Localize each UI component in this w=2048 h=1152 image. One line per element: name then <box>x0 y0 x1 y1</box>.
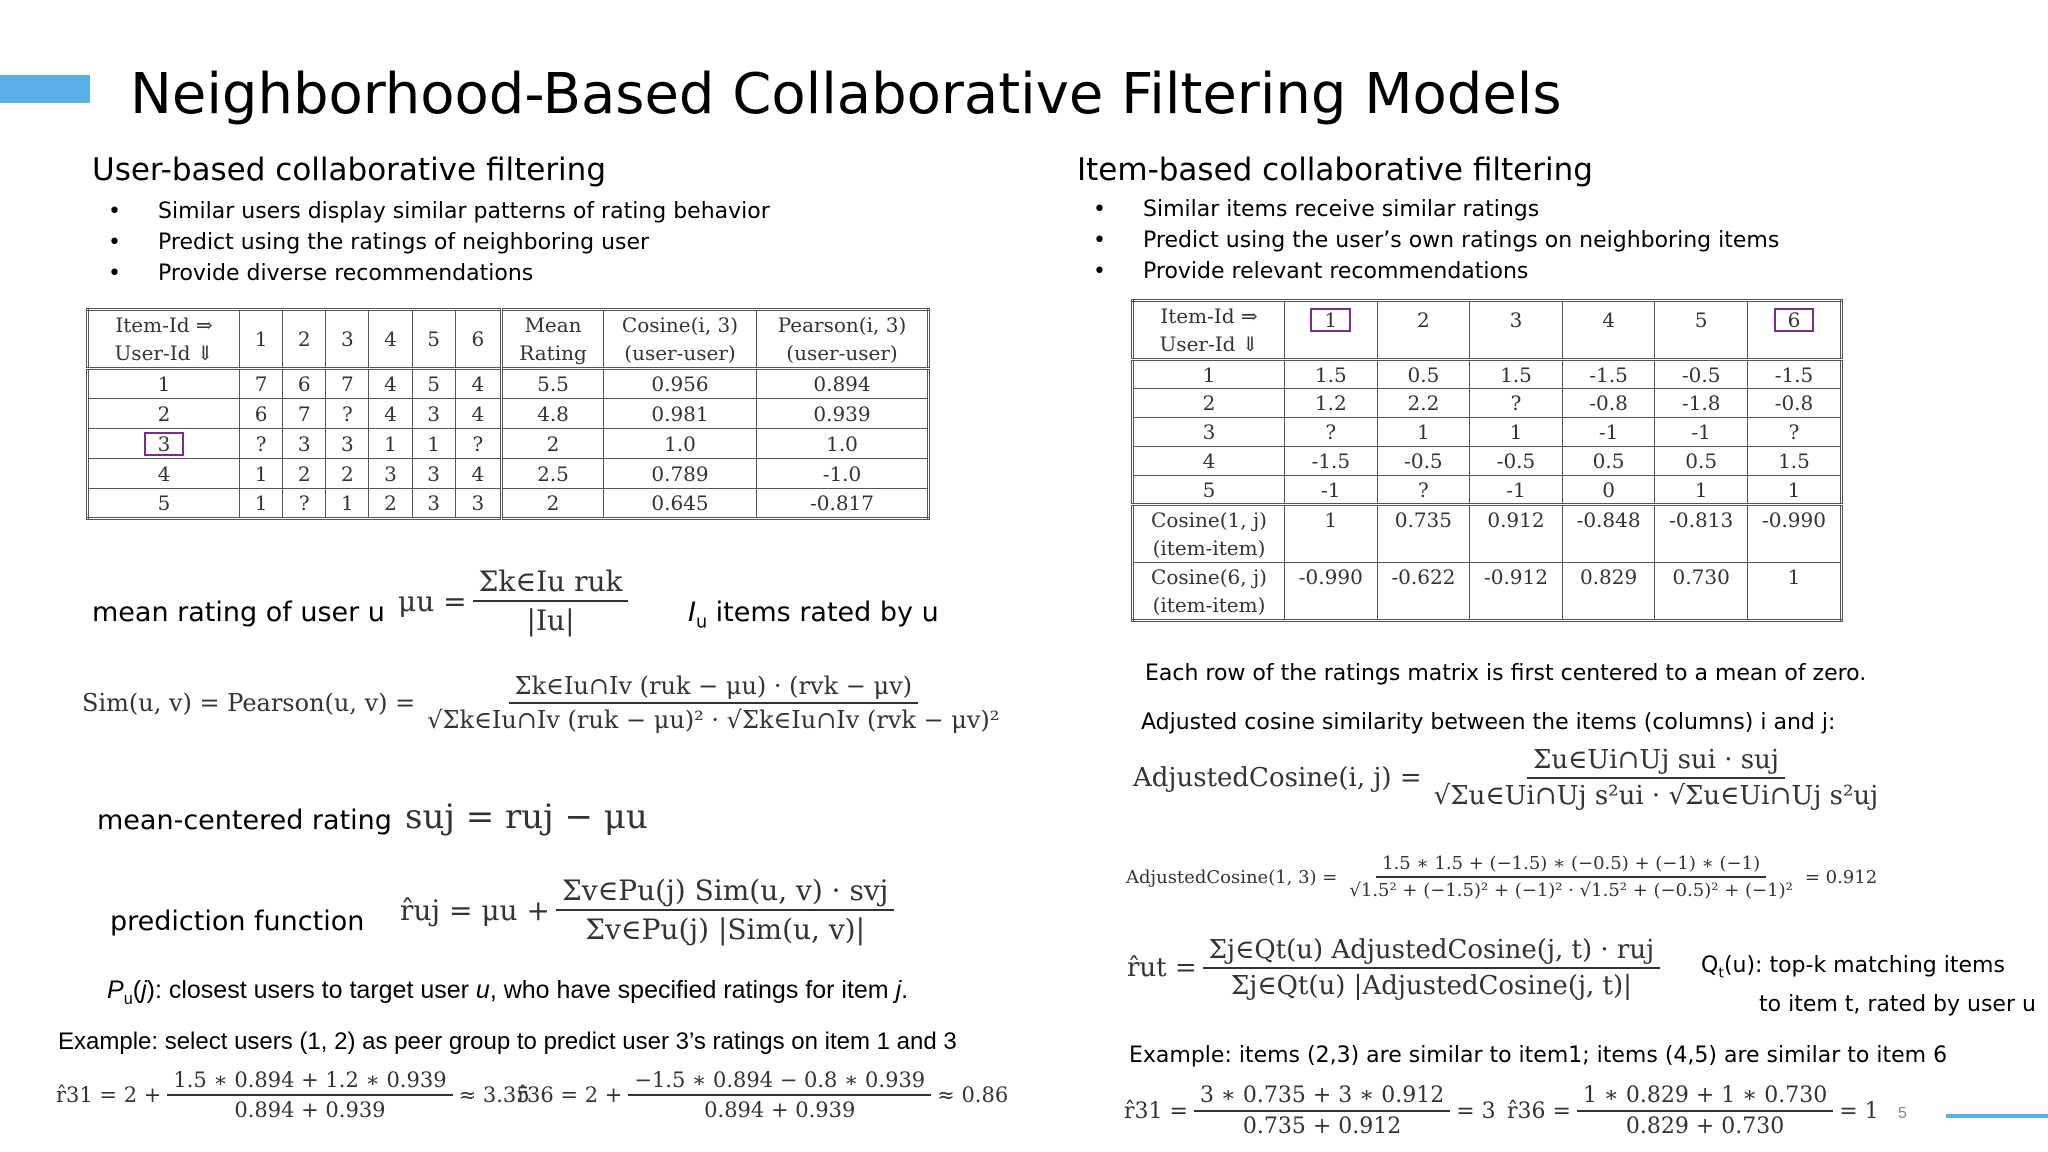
qt-symbol: Q <box>1701 953 1719 978</box>
user-id: 3 <box>1133 418 1285 447</box>
calc-lhs: r̂31 = 2 + <box>56 1083 162 1107</box>
iu-label <box>688 597 939 632</box>
rating-cell: 1 <box>412 429 455 459</box>
user-based-heading: User-based collaborative filtering <box>92 152 606 188</box>
user-id: 4 <box>1133 447 1285 476</box>
pu-text: . <box>901 976 909 1004</box>
pu-j: j <box>141 976 147 1004</box>
value-cell: 1 <box>1377 418 1470 447</box>
calc-den: 0.894 + 0.939 <box>704 1098 856 1122</box>
pu-note <box>107 976 908 1009</box>
item-id: 2 <box>283 310 326 369</box>
rating-cell: 3 <box>412 399 455 429</box>
mean-cell: 2 <box>502 429 604 459</box>
value-cell: -1 <box>1285 476 1378 505</box>
item-ratings-table <box>1131 299 1843 622</box>
adjusted-cosine-note: Adjusted cosine similarity between the items (columns) i and j: <box>1141 710 1836 735</box>
rating-cell: 4 <box>455 399 501 429</box>
calc-den: 0.829 + 0.730 <box>1625 1114 1785 1139</box>
item-id: 3 <box>326 310 369 369</box>
table-row <box>88 399 929 429</box>
rating-cell: 1 <box>369 429 412 459</box>
calc-rhs: ≈ 3.35 <box>458 1083 530 1107</box>
value-cell: ? <box>1285 418 1378 447</box>
value-cell: -0.5 <box>1377 447 1470 476</box>
pu-j: j <box>895 976 902 1004</box>
pearson-formula <box>82 672 1011 734</box>
cosine-cell: 0.645 <box>604 489 757 519</box>
item-id: 5 <box>1655 301 1748 360</box>
mean-centered-label: mean-centered rating <box>97 805 392 836</box>
value-cell: 2.2 <box>1377 389 1470 418</box>
prediction-formula-num: Σv∈Pu(j) Sim(u, v) · svj <box>556 874 894 911</box>
cosine-cell: 1.0 <box>604 429 757 459</box>
slide-title: Neighborhood-Based Collaborative Filtering Models <box>130 62 1562 127</box>
item-id: 6 <box>455 310 501 369</box>
mean-header-sub: Rating <box>519 341 587 365</box>
rating-cell: 6 <box>283 369 326 399</box>
rating-cell: ? <box>455 429 501 459</box>
item-id: 2 <box>1377 301 1470 360</box>
cosine-cell: 1 <box>1285 505 1378 563</box>
pu-text: ): closest users to target user <box>146 976 476 1004</box>
pearson-cell: -0.817 <box>757 489 929 519</box>
table-row <box>1133 476 1842 505</box>
value-cell: -1 <box>1562 418 1655 447</box>
cosine-header: Cosine(i, 3) <box>621 313 739 337</box>
value-cell: -1.5 <box>1562 360 1655 389</box>
highlight-box: 6 <box>1774 308 1815 332</box>
value-cell: -1.8 <box>1655 389 1748 418</box>
table-header-row <box>88 310 929 369</box>
rating-cell: 3 <box>412 459 455 489</box>
centered-note: Each row of the ratings matrix is first centered to a mean of zero. <box>1145 661 1867 686</box>
calc-lhs: r̂31 = <box>1124 1098 1188 1124</box>
pearson-header-sub: (user-user) <box>786 341 898 365</box>
mean-formula-lhs: μu = <box>398 584 467 618</box>
calc-num: 1.5 ∗ 0.894 + 1.2 ∗ 0.939 <box>167 1068 452 1096</box>
formula-num: Σj∈Qt(u) AdjustedCosine(j, t) · ruj <box>1203 935 1661 969</box>
cosine-cell: -0.848 <box>1562 505 1655 563</box>
rating-cell: 1 <box>240 489 283 519</box>
bullet-item: • Provide diverse recommendations <box>92 258 770 289</box>
cosine-row-label: Cosine(6, j) <box>1151 565 1267 589</box>
rating-cell: 7 <box>326 369 369 399</box>
rating-cell: 4 <box>455 459 501 489</box>
value-cell: -0.5 <box>1470 447 1563 476</box>
pearson-cell: 0.894 <box>757 369 929 399</box>
mean-cell: 4.8 <box>502 399 604 429</box>
cosine-cell: 1 <box>1747 563 1841 621</box>
table-row <box>88 429 929 459</box>
value-cell: 1.2 <box>1285 389 1378 418</box>
item-id: 4 <box>369 310 412 369</box>
item-based-heading: Item-based collaborative filtering <box>1077 152 1593 188</box>
qt-sub: t <box>1718 965 1724 982</box>
rating-cell: 1 <box>326 489 369 519</box>
value-cell: 1.5 <box>1747 447 1841 476</box>
highlight-box: 1 <box>1310 308 1351 332</box>
qt-note <box>1701 950 2036 1020</box>
rating-cell: 2 <box>369 489 412 519</box>
cosine-cell: -0.912 <box>1470 563 1563 621</box>
value-cell: 1 <box>1747 476 1841 505</box>
cosine-cell: 0.981 <box>604 399 757 429</box>
cosine-cell: 0.789 <box>604 459 757 489</box>
value-cell: 1 <box>1470 418 1563 447</box>
mean-formula-num: Σk∈Iu ruk <box>473 565 629 602</box>
user-id: 5 <box>88 489 240 519</box>
qt-text: (u): top-k matching items <box>1723 953 2005 978</box>
rating-cell: ? <box>240 429 283 459</box>
rating-cell: 7 <box>240 369 283 399</box>
value-cell: -1 <box>1470 476 1563 505</box>
rating-cell: 4 <box>455 369 501 399</box>
formula-num: Σu∈Ui∩Uj sui · suj <box>1527 745 1785 779</box>
cosine-cell: -0.813 <box>1655 505 1748 563</box>
rating-cell: 3 <box>283 429 326 459</box>
bullet-item: • Predict using the user’s own ratings on neighboring items <box>1077 225 1779 256</box>
rating-cell: 3 <box>455 489 501 519</box>
pearson-cell: 0.939 <box>757 399 929 429</box>
cosine-cell: 0.735 <box>1377 505 1470 563</box>
pu-u: u <box>475 976 490 1004</box>
table-row <box>1133 360 1842 389</box>
value-cell: -0.8 <box>1562 389 1655 418</box>
prediction-formula <box>400 874 900 946</box>
cosine-row-sub: (item-item) <box>1152 593 1266 617</box>
adjusted-cosine-example <box>1126 853 1877 901</box>
formula-num: 1.5 ∗ 1.5 + (−1.5) ∗ (−0.5) + (−1) ∗ (−1) <box>1376 853 1766 878</box>
rating-cell: 6 <box>240 399 283 429</box>
calc-num: 3 ∗ 0.735 + 3 ∗ 0.912 <box>1194 1083 1450 1112</box>
user-ratings-table <box>86 308 930 520</box>
accent-bar <box>0 75 90 103</box>
adjusted-cosine-formula <box>1133 745 1890 811</box>
highlight-box: 3 <box>144 432 185 456</box>
cosine-cell: 0.956 <box>604 369 757 399</box>
pearson-formula-num: Σk∈Iu∩Iv (ruk − μu) · (rvk − μv) <box>509 672 918 704</box>
user-id: 1 <box>88 369 240 399</box>
mean-cell: 2 <box>502 489 604 519</box>
table-row <box>88 369 929 399</box>
pu-sub: u <box>123 990 133 1008</box>
value-cell: 1.5 <box>1285 360 1378 389</box>
corner-bottom: User-Id ⇓ <box>1159 332 1259 356</box>
table-row <box>88 489 929 519</box>
formula-lhs: AdjustedCosine(i, j) = <box>1133 763 1422 793</box>
table-row <box>1133 447 1842 476</box>
pu-text: ( <box>132 976 142 1004</box>
user-based-bullets <box>92 196 770 289</box>
value-cell: ? <box>1377 476 1470 505</box>
item-id: 3 <box>1470 301 1563 360</box>
corner-top: Item-Id ⇒ <box>115 313 213 337</box>
page-number: 5 <box>1898 1105 1907 1122</box>
rating-cell: ? <box>283 489 326 519</box>
rating-cell: 7 <box>283 399 326 429</box>
rating-cell: 3 <box>326 429 369 459</box>
mean-cell: 2.5 <box>502 459 604 489</box>
iu-text: items rated by u <box>707 597 939 628</box>
rating-cell: 5 <box>412 369 455 399</box>
user-id: 1 <box>1133 360 1285 389</box>
calc-rhs: = 3 <box>1456 1098 1496 1124</box>
calc-num: −1.5 ∗ 0.894 − 0.8 ∗ 0.939 <box>628 1068 931 1096</box>
item-id: 5 <box>412 310 455 369</box>
calc-rhs: ≈ 0.86 <box>937 1083 1009 1107</box>
pu-symbol: P <box>107 976 124 1004</box>
user-id: 5 <box>1133 476 1285 505</box>
value-cell: 0.5 <box>1655 447 1748 476</box>
item-id-highlighted <box>1285 301 1378 360</box>
calc-lhs: r̂36 = 2 + <box>517 1083 623 1107</box>
cosine-cell: 0.730 <box>1655 563 1748 621</box>
user-example: Example: select users (1, 2) as peer group to predict user 3’s ratings on item 1 and 3 <box>58 1028 957 1055</box>
cosine-header-sub: (user-user) <box>624 341 736 365</box>
cosine-row <box>1133 505 1842 563</box>
bullet-item: • Predict using the ratings of neighboring user <box>92 227 770 258</box>
rating-cell: ? <box>326 399 369 429</box>
rating-cell: 3 <box>369 459 412 489</box>
value-cell: 1 <box>1655 476 1748 505</box>
qt-note-line-2: to item t, rated by user u <box>1759 992 2036 1018</box>
cosine-row-label: Cosine(1, j) <box>1151 508 1267 532</box>
user-id: 4 <box>88 459 240 489</box>
iu-symbol: I <box>688 597 696 628</box>
formula-lhs: AdjustedCosine(1, 3) = <box>1126 866 1338 888</box>
value-cell: -1.5 <box>1747 360 1841 389</box>
cosine-row-sub: (item-item) <box>1152 536 1266 560</box>
formula-den: √Σu∈Ui∩Uj s²ui · √Σu∈Ui∩Uj s²uj <box>1433 781 1879 811</box>
cosine-row <box>1133 563 1842 621</box>
mean-cell: 5.5 <box>502 369 604 399</box>
pearson-formula-den: √Σk∈Iu∩Iv (ruk − μu)² · √Σk∈Iu∩Iv (rvk − μv)² <box>427 706 1000 734</box>
rating-cell: 4 <box>369 369 412 399</box>
user-calc-2 <box>517 1068 1008 1122</box>
user-id: 2 <box>1133 389 1285 418</box>
formula-den: √1.5² + (−1.5)² + (−1)² · √1.5² + (−0.5)² + (−1)² <box>1349 880 1793 901</box>
value-cell: ? <box>1470 389 1563 418</box>
pu-text: , who have specified ratings for item <box>489 976 896 1004</box>
table-header-row <box>1133 301 1842 360</box>
value-cell: 0 <box>1562 476 1655 505</box>
formula-den: Σj∈Qt(u) |AdjustedCosine(j, t)| <box>1230 971 1632 1001</box>
rating-cell: 3 <box>412 489 455 519</box>
cosine-cell: -0.622 <box>1377 563 1470 621</box>
pearson-formula-lhs: Sim(u, v) = Pearson(u, v) = <box>82 689 416 717</box>
value-cell: 0.5 <box>1562 447 1655 476</box>
item-calc-2 <box>1507 1083 1879 1139</box>
prediction-label: prediction function <box>110 906 365 937</box>
iu-subscript: u <box>695 612 708 633</box>
mean-formula-den: |Iu| <box>526 604 575 637</box>
rating-cell: 2 <box>326 459 369 489</box>
pearson-header: Pearson(i, 3) <box>777 313 907 337</box>
item-calc-1 <box>1124 1083 1496 1139</box>
item-example: Example: items (2,3) are similar to item1; items (4,5) are similar to item 6 <box>1129 1043 1948 1068</box>
prediction-formula-lhs: r̂uj = μu + <box>400 893 550 927</box>
rating-cell: 4 <box>369 399 412 429</box>
cosine-cell: -0.990 <box>1747 505 1841 563</box>
bullet-item: • Similar items receive similar ratings <box>1077 194 1779 225</box>
mean-rating-label: mean rating of user u <box>92 597 385 628</box>
mean-header: Mean <box>524 313 582 337</box>
value-cell: -0.5 <box>1655 360 1748 389</box>
mean-formula <box>398 565 634 637</box>
pearson-cell: -1.0 <box>757 459 929 489</box>
item-based-bullets <box>1077 194 1779 287</box>
calc-rhs: = 1 <box>1839 1098 1879 1124</box>
value-cell: 1.5 <box>1470 360 1563 389</box>
user-calc-1 <box>56 1068 530 1122</box>
cosine-cell: 0.912 <box>1470 505 1563 563</box>
mean-centered-formula: suj = ruj − μu <box>405 797 648 837</box>
calc-den: 0.735 + 0.912 <box>1242 1114 1402 1139</box>
item-id: 1 <box>240 310 283 369</box>
item-id: 4 <box>1562 301 1655 360</box>
corner-bottom: User-Id ⇓ <box>114 341 214 365</box>
item-id-highlighted <box>1747 301 1841 360</box>
value-cell: -1.5 <box>1285 447 1378 476</box>
qt-note-line-1 <box>1701 950 2036 989</box>
prediction-formula-den: Σv∈Pu(j) |Sim(u, v)| <box>585 913 865 946</box>
rating-cell: 1 <box>240 459 283 489</box>
table-row <box>1133 389 1842 418</box>
bullet-item: • Similar users display similar patterns of rating behavior <box>92 196 770 227</box>
user-id: 2 <box>88 399 240 429</box>
bullet-item: • Provide relevant recommendations <box>1077 256 1779 287</box>
accent-line <box>1946 1114 2048 1118</box>
item-prediction-formula <box>1127 935 1666 1001</box>
rating-cell: 2 <box>283 459 326 489</box>
pearson-cell: 1.0 <box>757 429 929 459</box>
calc-num: 1 ∗ 0.829 + 1 ∗ 0.730 <box>1577 1083 1833 1112</box>
value-cell: ? <box>1747 418 1841 447</box>
value-cell: 0.5 <box>1377 360 1470 389</box>
table-row <box>88 459 929 489</box>
table-row <box>1133 418 1842 447</box>
formula-lhs: r̂ut = <box>1127 953 1197 983</box>
value-cell: -1 <box>1655 418 1748 447</box>
calc-lhs: r̂36 = <box>1507 1098 1571 1124</box>
formula-rhs: = 0.912 <box>1804 866 1878 888</box>
cosine-cell: -0.990 <box>1285 563 1378 621</box>
corner-top: Item-Id ⇒ <box>1160 304 1258 328</box>
cosine-cell: 0.829 <box>1562 563 1655 621</box>
calc-den: 0.894 + 0.939 <box>234 1098 386 1122</box>
value-cell: -0.8 <box>1747 389 1841 418</box>
user-id-highlighted <box>88 429 240 459</box>
